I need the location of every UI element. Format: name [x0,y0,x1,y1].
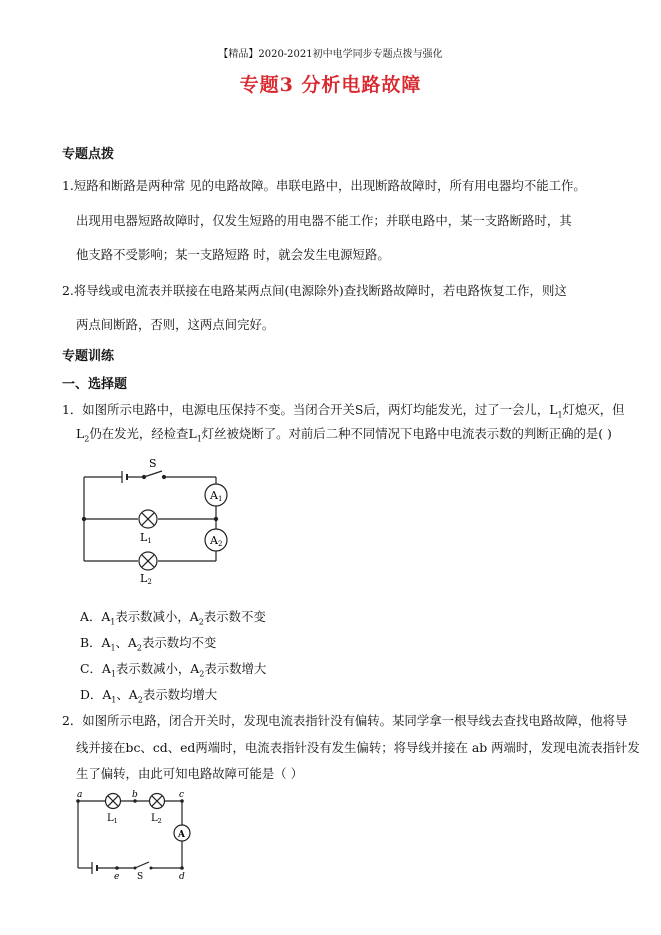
q2-line2: 线并接在bc、cd、ed两端时，电流表指针没有发生偏转；将导线并接在 ab 两端时，发现电流表指针发 [76,740,640,755]
svg-text:c: c [179,790,185,800]
q1-option-b: B．$A_1$、$A_2$表示数均不变 [80,635,217,653]
svg-text:a: a [77,790,83,800]
svg-text:L1: $L_1$ [107,813,118,825]
q1-option-a: A．$A_1$表示数减小，$A_2$表示数不变 [80,609,266,627]
q1-lamp-L2 [139,552,157,570]
q1-label-S: S [149,457,157,470]
svg-text:A2: A2 [210,534,223,548]
svg-text:L2: L2 [140,572,152,586]
tip1-line1: 1.短路和断路是两种常 见的电路故障。串联电路中，出现断路故障时，所有用电器均不能工作。 [62,178,586,193]
svg-text:e: e [114,872,120,880]
svg-text:A: A [178,830,185,840]
section-subheading-choice: 一、选择题 [62,377,128,392]
svg-text:b: b [132,790,138,800]
section-heading-tips: 专题点拨 [62,147,115,162]
q1-circuit-diagram [70,455,240,590]
q1-lamp-L1 [139,510,157,528]
tip2-line2: 两点间断路，否则，这两点间完好。 [76,317,275,332]
q1-line1: 1．如图所示电路中，电源电压保持不变。当闭合开关S后，两灯均能发光，过了一会儿，$L_1$灯熄灭，但 [62,402,625,420]
svg-text:S: S [137,872,144,880]
section-heading-training: 专题训练 [62,349,115,364]
tip1-line2: 出现用电器短路故障时，仅发生短路的用电器不能工作；并联电路中，某一支路断路时，其 [76,213,572,228]
svg-text:d: d [179,872,185,880]
svg-text:L1: L1 [140,531,152,545]
q1-line2: $L_2$仍在发光，经检查$L_1$灯丝被烧断了。对前后二种不同情况下电路中电流表示数的判断正确的是( ) [76,426,612,444]
q2-lamp-L2 [150,794,165,809]
q2-lamp-L1 [106,794,121,809]
tip1-line3: 他支路不受影响；某一支路短路 时，就会发生电源短路。 [76,247,390,262]
q2-circuit-diagram [68,788,198,880]
q1-option-d: D．$A_1$、$A_2$表示数均增大 [80,687,218,705]
q2-line3: 生了偏转，由此可知电路故障可能是（ ） [76,766,303,781]
page-title: 专题3 分析电路故障 [239,74,422,96]
svg-text:L2: $L_2$ [151,813,162,825]
svg-text:A1: A1 [210,489,223,503]
q1-option-c: C．$A_1$表示数减小，$A_2$表示数增大 [80,661,267,679]
doc-header: 【精品】2020-2021初中电学同步专题点拨与强化 [218,49,443,60]
tip2-line1: 2.将导线或电流表并联接在电路某两点间(电源除外)查找断路故障时，若电路恢复工作，则这 [62,283,567,298]
q2-line1: 2．如图所示电路，闭合开关时，发现电流表指针没有偏转。某同学拿一根导线去查找电路故障，他将导 [62,713,628,728]
